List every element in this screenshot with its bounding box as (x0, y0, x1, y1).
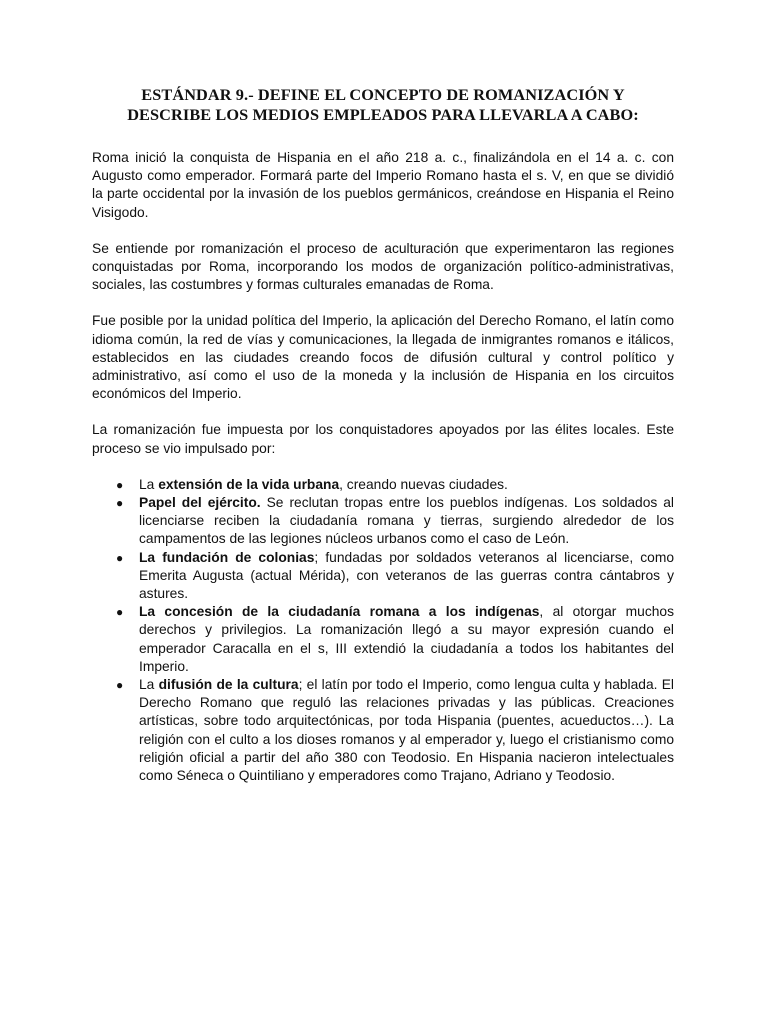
item-text-post: Se reclutan tropas entre los pueblos indígenas. Los soldados al licenciarse reciben la ciudadanía romana y tierras, surgiendo alrededor de los campamentos de las legiones núcleos urbanos como el caso de León. (139, 495, 675, 547)
bullet-icon: ● (116, 678, 124, 693)
bullet-icon: ● (116, 605, 124, 620)
paragraph-factors: Fue posible por la unidad política del Imperio, la aplicación del Derecho Romano, el latín como idioma común, la red de vías y comunicaciones, la llegada de inmigrantes romanos e itálicos, establecidos en las ciudades creando focos de difusión cultural y control político y administrativo, así como el uso de la moneda y la inclusión de Hispania en los circuitos económicos del Imperio. (92, 313, 674, 402)
list-item (92, 494, 674, 549)
bullet-icon: ● (116, 496, 124, 511)
list-item (92, 476, 674, 494)
item-text-bold: La fundación de colonias (139, 549, 315, 565)
item-text-post: , al otorgar muchos derechos y privilegios. La romanización llegó a su mayor expresión cuando el emperador Caracalla en el s, III extendió la ciudadanía a todos los habitantes del Imperio. (139, 604, 674, 674)
item-text-pre: La (139, 677, 159, 693)
bullet-icon: ● (116, 550, 124, 565)
list-item (92, 603, 674, 676)
document-title (78, 85, 688, 125)
list-item (92, 549, 674, 604)
paragraph-impulse: La romanización fue impuesta por los conquistadores apoyados por las élites locales. Este proceso se vio impulsado por: (92, 422, 674, 456)
title-line-2: DESCRIBE LOS MEDIOS EMPLEADOS PARA LLEVARLA A CABO: (127, 105, 639, 124)
item-text-pre: La (139, 476, 159, 492)
paragraph-intro: Roma inició la conquista de Hispania en el año 218 a. c., finalizándola en el 14 a. c. con Augusto como emperador. Formará parte del Imperio Romano hasta el s. V, en que se dividió la parte occidental por la invasión de los pueblos germánicos, creándose en Hispania el Reino Visigodo. (92, 150, 674, 220)
list-item (92, 676, 674, 785)
paragraph-definition: Se entiende por romanización el proceso de aculturación que experimentaron las regiones conquistadas por Roma, incorporando los modos de organización político-administrativas, sociales, las costumbres y formas culturales emanadas de Roma. (92, 240, 674, 293)
title-line-1: ESTÁNDAR 9.- DEFINE EL CONCEPTO DE ROMANIZACIÓN Y (141, 85, 625, 104)
item-text-bold: extensión de la vida urbana (158, 476, 340, 492)
item-text-post: ; el latín por todo el Imperio, como lengua culta y hablada. El Derecho Romano que reguló las relaciones privadas y las públicas. Creaciones artísticas, sobre todo arquitectónicas, por toda Hispania (puentes, acueductos…). La religión con el culto a los dioses romanos y al emperador y, luego el cristianismo como religión oficial a partir del año 380 con Teodosio. En Hispania nacieron intelectuales como Séneca o Quintiliano y emperadores como Trajano, Adriano y Teodosio. (139, 677, 674, 784)
document-page (92, 85, 674, 785)
bullet-icon: ● (116, 477, 124, 492)
item-text-bold: La concesión de la ciudadanía romana a los indígenas (139, 604, 540, 620)
item-text-bold: difusión de la cultura (158, 677, 299, 693)
bullet-list (92, 476, 674, 785)
item-text-post: , creando nuevas ciudades. (339, 476, 508, 492)
item-text-bold: Papel del ejército. (139, 495, 261, 511)
item-text-post: ; fundadas por soldados veteranos al licenciarse, como Emerita Augusta (actual Mérida), con veteranos de las guerras contra cántabros y astures. (139, 549, 674, 602)
